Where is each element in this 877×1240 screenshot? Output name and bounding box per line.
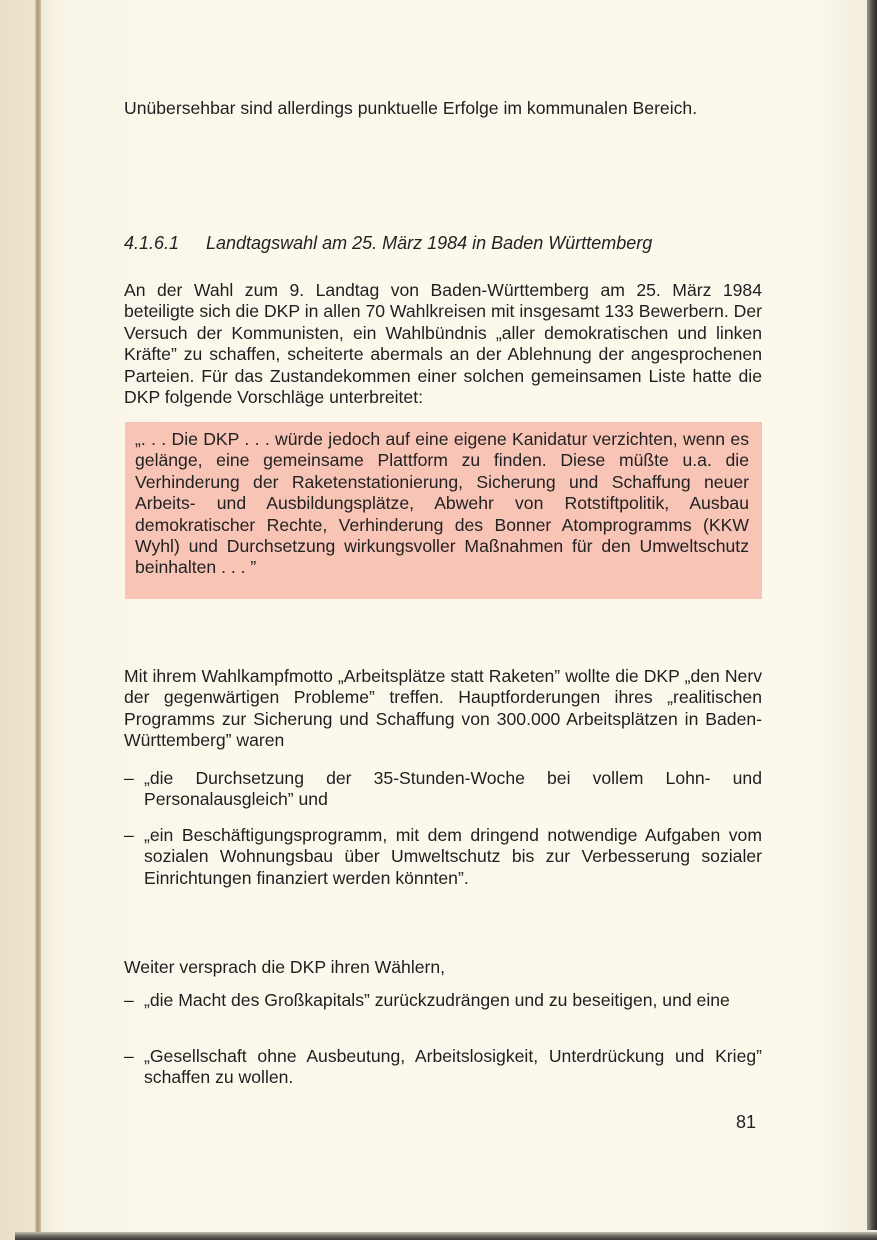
list-item bbox=[124, 825, 762, 889]
list-item bbox=[124, 1046, 762, 1089]
list-item-text: „die Macht des Großkapitals” zurückzudrängen und zu beseitigen, und eine bbox=[144, 990, 730, 1010]
section-heading bbox=[124, 233, 652, 254]
list-item-text: „ein Beschäftigungsprogramm, mit dem dringend notwendige Aufgaben vom sozialen Wohnungsbau über Umweltschutz bis zur Verbesserung sozialer Einrichtungen finanziert werden könnten”. bbox=[144, 825, 762, 888]
bullet-dash: – bbox=[124, 990, 134, 1010]
list-item-text: „die Durchsetzung der 35-Stunden-Woche bei vollem Lohn- und Personalausgleich” und bbox=[144, 768, 762, 810]
bullet-dash: – bbox=[124, 1046, 134, 1066]
paragraph-campaign-motto: Mit ihrem Wahlkampfmotto „Arbeitsplätze statt Raketen” wollte die DKP „den Nerv der gegenwärtigen Probleme” treffen. Hauptforderungen ihres „realitischen Programms zur Sicherung und Schaffung von 300.000 Arbeitsplätzen in Baden-Württemberg” waren bbox=[124, 666, 762, 751]
section-title: Landtagswahl am 25. März 1984 in Baden Württemberg bbox=[206, 233, 653, 253]
page-number: 81 bbox=[736, 1112, 757, 1132]
bullet-dash: – bbox=[124, 768, 134, 788]
list-item bbox=[124, 990, 762, 1011]
bullet-dash: – bbox=[124, 825, 134, 845]
list-item bbox=[124, 768, 762, 811]
page-gutter-shadow bbox=[0, 0, 35, 1240]
quote-text: „. . . Die DKP . . . würde jedoch auf eine eigene Kanidatur verzichten, wenn es gelänge, eine gemeinsame Plattform zu finden. Diese müßte u.a. die Verhinderung der Raketenstationierung, Sicherung und Schaffung neuer Arbeits- und Ausbildungsplätze, Abwehr von Rotstiftpolitik, Ausbau demokratischer Rechte, Verhinderung des Bonner Atomprogramms (KKW Wyhl) und Durchsetzung wirkungsvoller Maßnahmen für den Umweltschutz beinhalten . . . ” bbox=[135, 429, 749, 578]
paragraph-promises-intro: Weiter versprach die DKP ihren Wählern, bbox=[124, 957, 446, 977]
book-spine-line bbox=[35, 0, 41, 1235]
paragraph-election-participation: An der Wahl zum 9. Landtag von Baden-Württemberg am 25. März 1984 beteiligte sich die DKP in allen 70 Wahlkreisen mit insgesamt 133 Bewerbern. Der Versuch der Kommunisten, ein Wahlbündnis „aller demokratischen und linken Kräfte” zu schaffen, scheiterte abermals an der Ablehnung der angesprochenen Parteien. Für das Zustandekommen einer solchen gemeinsamen Liste hatte die DKP folgende Vorschläge unterbreitet: bbox=[124, 280, 762, 408]
list-item-text: „Gesellschaft ohne Ausbeutung, Arbeitslosigkeit, Unterdrückung und Krieg” schaffen zu wollen. bbox=[144, 1046, 762, 1088]
page-right-edge bbox=[867, 0, 877, 1230]
intro-paragraph: Unübersehbar sind allerdings punktuelle Erfolge im kommunalen Bereich. bbox=[124, 98, 698, 118]
highlighted-quote-block bbox=[125, 422, 762, 599]
section-number: 4.1.6.1 bbox=[124, 233, 180, 253]
page-bottom-edge bbox=[15, 1232, 877, 1240]
